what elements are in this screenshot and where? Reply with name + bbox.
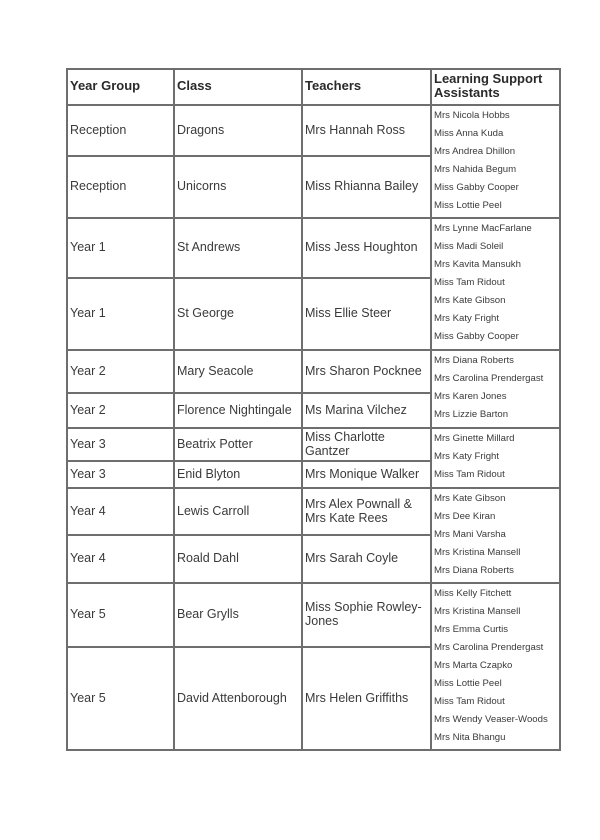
lsa-name: Miss Kelly Fitchett: [434, 587, 512, 599]
year-group-cell: Year 4: [70, 551, 106, 565]
teacher-cell: Mrs Monique Walker: [305, 466, 420, 481]
year-group-cell: Year 3: [70, 466, 106, 481]
class-cell: Florence Nightingale: [177, 402, 292, 417]
class-cell: Mary Seacole: [177, 363, 254, 378]
class-cell: Bear Grylls: [177, 607, 239, 621]
class-cell: Enid Blyton: [177, 466, 241, 481]
table-rule: [66, 155, 432, 157]
lsa-name: Mrs Lynne MacFarlane: [434, 223, 532, 234]
year-group-cell: Year 3: [70, 436, 106, 451]
lsa-name: Mrs Andrea Dhillon: [434, 145, 516, 157]
lsa-name: Mrs Diana Roberts: [434, 564, 514, 576]
class-cell: Beatrix Potter: [177, 436, 253, 451]
table-rule: [66, 68, 68, 751]
table-rule: [66, 460, 432, 462]
lsa-name: Miss Tam Ridout: [434, 469, 505, 480]
lsa-cell: [430, 104, 559, 217]
table-rule: [430, 68, 432, 751]
lsa-cell: [430, 582, 559, 749]
teacher-cell: Ms Marina Vilchez: [305, 402, 407, 417]
lsa-name: Mrs Dee Kiran: [434, 510, 496, 522]
teacher-cell: Mrs Sharon Pocknee: [305, 363, 422, 378]
lsa-name: Mrs Nita Bhangu: [434, 731, 506, 743]
class-cell: Lewis Carroll: [177, 503, 250, 518]
year-group-cell: Year 2: [70, 363, 106, 378]
year-group-cell: Year 2: [70, 402, 106, 417]
teacher-cell: Mrs Sarah Coyle: [305, 551, 399, 565]
table-rule: [66, 534, 432, 536]
lsa-name: Miss Lottie Peel: [434, 677, 502, 689]
lsa-name: Mrs Kate Gibson: [434, 295, 506, 306]
table-rule: [66, 68, 561, 70]
header-lsa: Learning Support Assistants: [434, 71, 543, 100]
lsa-name: Mrs Kate Gibson: [434, 492, 506, 504]
year-group-cell: Year 5: [70, 690, 106, 705]
lsa-name: Miss Gabby Cooper: [434, 331, 519, 342]
lsa-name: Mrs Katy Fright: [434, 451, 500, 462]
class-cell: Unicorns: [177, 179, 227, 193]
table-rule: [66, 749, 561, 751]
year-group-cell: Reception: [70, 179, 127, 193]
teacher-cell: Miss Ellie Steer: [305, 306, 392, 320]
year-group-cell: Year 5: [70, 607, 106, 621]
teacher-cell: Mrs Alex Pownall & Mrs Kate Rees: [305, 496, 412, 525]
table-rule: [66, 487, 561, 489]
lsa-name: Mrs Kristina Mansell: [434, 546, 521, 558]
table-rule: [173, 68, 175, 751]
lsa-name: Miss Lottie Peel: [434, 199, 502, 211]
teacher-cell: Miss Sophie Rowley-Jones: [305, 600, 422, 628]
class-cell: St Andrews: [177, 240, 241, 254]
teacher-cell: Mrs Hannah Ross: [305, 122, 406, 137]
teacher-cell: Miss Rhianna Bailey: [305, 179, 419, 193]
lsa-name: Mrs Carolina Prendergast: [434, 373, 544, 384]
table-rule: [66, 427, 561, 429]
table-rule: [66, 217, 561, 219]
table-rule: [66, 277, 432, 279]
lsa-name: Mrs Nahida Begum: [434, 163, 517, 175]
table-rule: [301, 68, 303, 751]
lsa-cell: [430, 427, 559, 487]
header-year-group: Year Group: [70, 78, 141, 93]
table-rule: [66, 392, 432, 394]
year-group-cell: Year 4: [70, 503, 106, 518]
table-rule: [66, 104, 561, 106]
table-rule: [66, 349, 561, 351]
lsa-name: Mrs Kristina Mansell: [434, 605, 521, 617]
lsa-cell: [430, 349, 559, 427]
lsa-name: Mrs Kavita Mansukh: [434, 259, 521, 270]
header-class: Class: [177, 78, 212, 93]
lsa-cell: [430, 217, 559, 349]
table-rule: [66, 646, 432, 648]
class-cell: St George: [177, 306, 234, 320]
header-teachers: Teachers: [305, 78, 362, 93]
lsa-name: Mrs Ginette Millard: [434, 433, 515, 444]
lsa-name: Miss Gabby Cooper: [434, 181, 519, 193]
lsa-name: Miss Madi Soleil: [434, 241, 504, 252]
lsa-name: Mrs Katy Fright: [434, 313, 500, 324]
lsa-name: Miss Tam Ridout: [434, 277, 505, 288]
lsa-name: Mrs Carolina Prendergast: [434, 641, 544, 653]
lsa-name: Miss Tam Ridout: [434, 695, 505, 707]
lsa-cell: [430, 487, 559, 582]
lsa-name: Mrs Nicola Hobbs: [434, 109, 510, 121]
year-group-cell: Reception: [70, 122, 127, 137]
lsa-name: Miss Anna Kuda: [434, 127, 504, 139]
table-rule: [66, 582, 561, 584]
teacher-cell: Miss Charlotte Gantzer: [305, 429, 385, 458]
teacher-cell: Mrs Helen Griffiths: [305, 690, 409, 705]
teacher-cell: Miss Jess Houghton: [305, 240, 418, 254]
class-cell: Roald Dahl: [177, 551, 239, 565]
year-group-cell: Year 1: [70, 240, 106, 254]
class-cell: David Attenborough: [177, 690, 287, 705]
table-rule: [559, 68, 561, 751]
lsa-name: Mrs Diana Roberts: [434, 355, 514, 366]
lsa-name: Mrs Emma Curtis: [434, 623, 509, 635]
lsa-name: Mrs Wendy Veaser-Woods: [434, 713, 548, 725]
class-cell: Dragons: [177, 122, 225, 137]
lsa-name: Mrs Marta Czapko: [434, 659, 513, 671]
year-group-cell: Year 1: [70, 306, 106, 320]
lsa-name: Mrs Karen Jones: [434, 391, 507, 402]
lsa-name: Mrs Lizzie Barton: [434, 409, 509, 420]
lsa-name: Mrs Mani Varsha: [434, 528, 506, 540]
